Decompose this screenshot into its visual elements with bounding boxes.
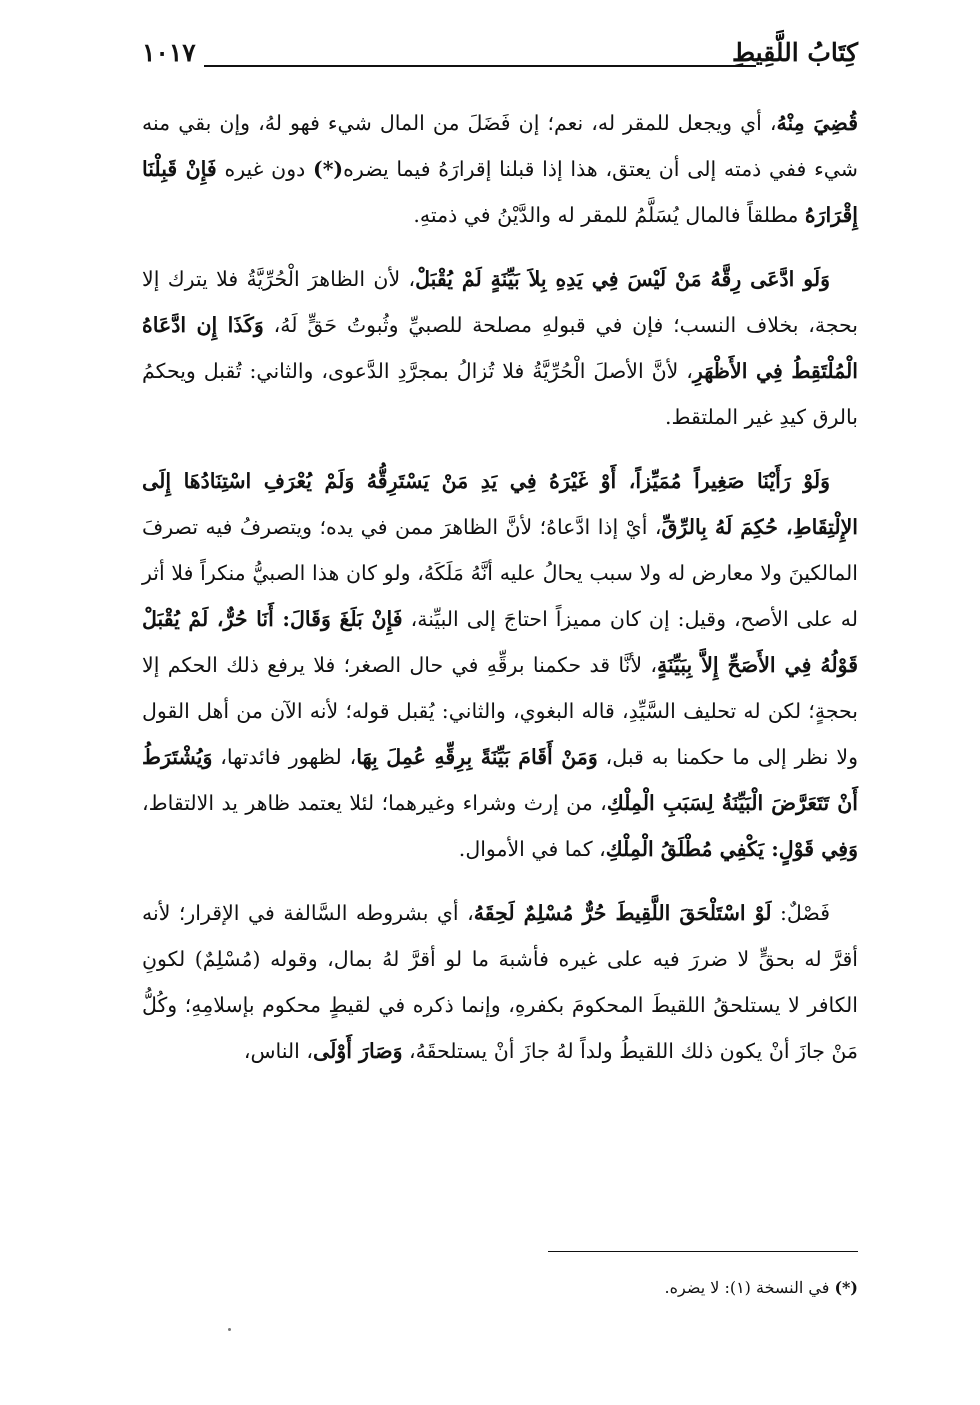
paragraph <box>142 100 858 238</box>
matn-text: وَلَوْ رَأَيْنَا صَغِيراً مُمَيِّزاً، أَوْ غَيْرَهُ فِي يَدِ مَنْ يَسْتَرِقُّهُ وَلَمْ يُعْرَفِ اسْتِنَادُهَا إِلَى الإِلْتِقَاطِ، حُكِمَ لَهُ بِالرِّقِّ <box>142 469 858 539</box>
body-text <box>142 100 858 1074</box>
commentary-text: ، لأنَّ الأصلَ الْحُرِّيَّةُ فلا تُزالُ بمجرَّدِ الدَّعوى، والثاني: تُقبل ويحكمُ بالرق كيدِ غير الملتقط. <box>142 359 858 429</box>
matn-text: وَكَذَا إِن ادَّعَاهُ الْمُلْتَقِطُ فِي الأَظْهَرِ <box>142 313 858 383</box>
matn-text: وَصَارَ أَوْلَى <box>312 1039 403 1063</box>
footnote <box>142 1274 858 1302</box>
commentary-text: ، أي بشروطه السَّالفة في الإقرار؛ لأنه أقرَّ له بحقٍّ لا ضررَ فيه على غيره فأشبهَ ما لو أقرَّ لهُ بمال، وقوله (مُسْلِمٌ) لكونِ الكافر لا يستلحقُ اللقيطَ المحكومَ بكفرهِ، وإنما ذكره في لقيطٍ محكوم بإسلامِهِ؛ وكُلُّ مَنْ جازَ أنْ يكون ذلك اللقيطُ ولداً لهُ جازَ أنْ يستلحقَهُ، <box>142 901 858 1063</box>
commentary-text: فَصْلٌ: <box>771 901 830 925</box>
matn-text: فَإِنْ بَلَغَ وَقَالَ: أَنَا حُرٌّ، لَمْ يُقْبَلْ قَوْلُهُ فِي الأَصَحِّ إِلاَّ بِبَيِّنَةٍ <box>142 607 859 677</box>
commentary-text: ، لأنَّا قد حكمنا برقِّهِ في حال الصغر؛ فلا يرفع ذلك الحكم إلا بحجةٍ؛ لكن له تحليف السَّيِّدِ، قاله البغوي، والثاني: يُقبل قوله؛ لأنه الآن من أهل القول ولا نظر إلى ما حكمنا به قبل، <box>142 653 858 769</box>
commentary-text: دون غيره <box>216 157 314 181</box>
matn-text: فَإِنْ قَبِلْنَا إِقْرَارَهُ <box>142 157 858 227</box>
matn-text: وَلَو ادَّعَى رِقَّهُ مَنْ لَيْسَ فِي يَدِهِ بِلاَ بَيِّنَةٍ لَمْ يُقْبَلْ <box>415 267 830 291</box>
commentary-text: ، الناس، <box>243 1039 313 1063</box>
commentary-text: مطلقاً فالمال يُسَلَّمُ للمقر له والدَّيْنُ في ذمتهِ. <box>413 203 805 227</box>
page-number: ١٠١٧ <box>142 38 196 67</box>
running-header <box>142 38 858 72</box>
chapter-title: كِتَابُ اللَّقِيطِ <box>731 38 858 67</box>
header-rule <box>204 65 756 67</box>
matn-text: وَيُشْتَرَطُ أَنْ تَتَعَرَّضَ الْبَيِّنَةُ لِسَبَبِ الْمِلْكِ <box>142 745 858 815</box>
matn-text: لَوْ اسْتَلْحَقَ اللَّقِيطَ حُرٌّ مُسْلِمٌ لَحِقَهُ <box>473 901 772 925</box>
matn-text: وَفِي قَوْلٍ: يَكْفِي مُطْلَقُ الْمِلْكِ <box>605 837 858 861</box>
matn-text: (*) <box>313 157 344 181</box>
commentary-text: ، أي ويجعل للمقر له، نعم؛ إن فَضَلَ من المال شيء فهو لهُ، وإن بقي منه شيء ففي ذمته إلى أن يعتق، هذا إذا قبلنا إقرارَهُ فيما يضره <box>142 111 858 181</box>
footnote-text: في النسخة (١): لا يضره. <box>664 1278 835 1297</box>
commentary-text: ، لظهور فائدتها، <box>212 745 357 769</box>
paragraph <box>142 890 858 1074</box>
stray-mark <box>228 1328 231 1331</box>
commentary-text: ، من إرث وشراء وغيرهما؛ لئلا يعتمد ظاهر يد الالتقاط، <box>142 791 607 815</box>
matn-text: قُضِيَ مِنْهُ <box>776 111 858 135</box>
commentary-text: ، كما في الأموال. <box>458 837 606 861</box>
footnote-marker: (*) <box>834 1278 858 1297</box>
matn-text: وَمَنْ أَقَامَ بَيِّنَةً بِرِقِّهِ عُمِلَ بِهَا <box>356 745 598 769</box>
commentary-text: ، لأن الظاهرَ الْحُرِّيَّةُ فلا يترك إلا بحجة، بخلاف النسب؛ فإن في قبولهِ مصلحة للصبيِّ وثُبوتُ حَقٍّ لَهُ، <box>142 267 858 337</box>
paragraph <box>142 458 858 872</box>
footnote-rule <box>548 1251 858 1252</box>
paragraph <box>142 256 858 440</box>
commentary-text: ، أيْ إذا ادَّعاهُ؛ لأنَّ الظاهرَ ممن في يده؛ ويتصرفُ فيه تصرفَ المالكينَ ولا معارض له ولا سبب يحالُ عليه أنَّهُ مَلَكَهُ، ولو كان هذا الصبيُّ منكراً فلا أثر له على الأصح، وقيل: إن كان مميزاً احتاجَ إلى البيِّنة، <box>142 515 858 631</box>
